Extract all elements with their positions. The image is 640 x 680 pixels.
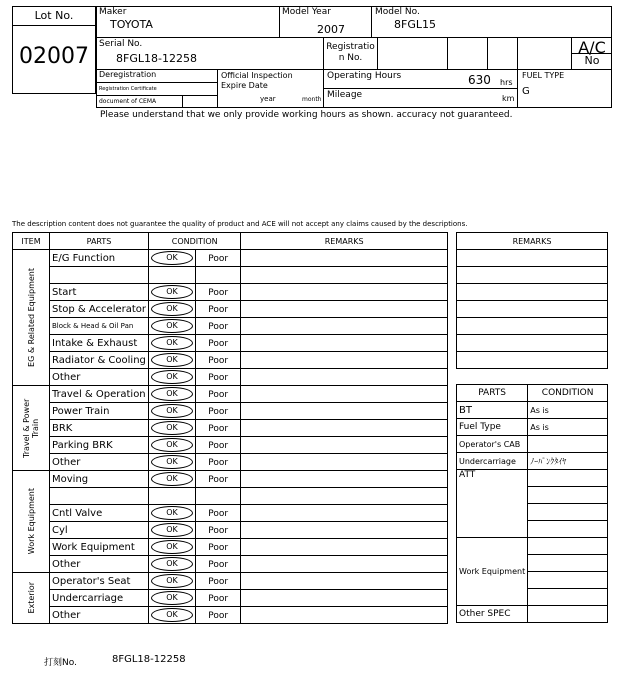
part-name: Work Equipment bbox=[50, 539, 149, 556]
right-remarks-row[interactable] bbox=[457, 318, 608, 335]
poor-option[interactable]: Poor bbox=[208, 372, 229, 383]
remarks-cell[interactable] bbox=[241, 539, 448, 556]
att-value[interactable] bbox=[528, 470, 608, 487]
cab-value[interactable] bbox=[528, 436, 608, 453]
condition-ok-cell bbox=[149, 522, 196, 539]
model-year-cell bbox=[280, 6, 372, 38]
right-remarks-row[interactable] bbox=[457, 301, 608, 318]
part-name: Moving bbox=[50, 471, 149, 488]
part-name: Other bbox=[50, 556, 149, 573]
condition-poor-cell bbox=[196, 403, 241, 420]
remarks-cell[interactable] bbox=[241, 403, 448, 420]
lot-box bbox=[12, 6, 96, 94]
work-equipment-value[interactable] bbox=[528, 589, 608, 606]
condition-ok-cell bbox=[149, 590, 196, 607]
condition-poor-cell bbox=[196, 522, 241, 539]
table-row bbox=[13, 607, 448, 624]
inspection-label: Official Inspection Expire Date bbox=[221, 71, 293, 90]
ok-circle[interactable]: OK bbox=[151, 438, 193, 452]
operating-hours-label: Operating Hours bbox=[327, 71, 402, 81]
right-remarks-row[interactable] bbox=[457, 267, 608, 284]
remarks-cell[interactable] bbox=[241, 471, 448, 488]
condition-poor-cell bbox=[196, 369, 241, 386]
table-row bbox=[13, 488, 448, 505]
ok-circle[interactable]: OK bbox=[151, 574, 193, 588]
poor-option[interactable]: Poor bbox=[208, 457, 229, 468]
registration-box-3 bbox=[488, 38, 518, 70]
part-name bbox=[50, 488, 149, 505]
inspection-cell bbox=[218, 70, 324, 108]
remarks-cell[interactable] bbox=[241, 369, 448, 386]
registration-certificate-label: Registration Certificate bbox=[96, 83, 217, 96]
poor-option[interactable]: Poor bbox=[208, 355, 229, 366]
ok-circle[interactable]: OK bbox=[151, 404, 193, 418]
table-row bbox=[13, 471, 448, 488]
undercarriage-value: ﾉｰﾊﾟﾝｸﾀｲﾔ bbox=[528, 453, 608, 470]
table-row bbox=[13, 573, 448, 590]
part-name: Intake & Exhaust bbox=[50, 335, 149, 352]
condition-ok-cell bbox=[149, 607, 196, 624]
condition-ok-cell bbox=[149, 403, 196, 420]
fuel-label: Fuel Type bbox=[457, 419, 528, 436]
group-label-text: Work Equipment bbox=[26, 488, 36, 555]
ok-circle[interactable]: OK bbox=[151, 353, 193, 367]
remarks-cell[interactable] bbox=[241, 590, 448, 607]
table-row bbox=[13, 454, 448, 471]
table-row bbox=[13, 250, 448, 267]
condition-poor-cell bbox=[196, 420, 241, 437]
condition-poor-cell bbox=[196, 284, 241, 301]
condition-poor-cell bbox=[196, 607, 241, 624]
ok-circle[interactable]: OK bbox=[151, 251, 193, 265]
remarks-cell[interactable] bbox=[241, 488, 448, 505]
poor-option[interactable]: Poor bbox=[208, 423, 229, 434]
condition-poor-cell bbox=[196, 352, 241, 369]
col-item: ITEM bbox=[13, 233, 50, 250]
condition-ok-cell bbox=[149, 573, 196, 590]
poor-option[interactable]: Poor bbox=[208, 287, 229, 298]
ok-circle[interactable]: OK bbox=[151, 591, 193, 605]
group-label bbox=[13, 471, 50, 573]
right-remarks-header: REMARKS bbox=[457, 233, 608, 250]
col-condition: CONDITION bbox=[149, 233, 241, 250]
part-name: Other bbox=[50, 369, 149, 386]
att-value[interactable] bbox=[528, 487, 608, 504]
part-name: Undercarriage bbox=[50, 590, 149, 607]
condition-poor-cell bbox=[196, 573, 241, 590]
part-name: Parking BRK bbox=[50, 437, 149, 454]
ac-value: No bbox=[572, 54, 612, 70]
condition-ok-cell bbox=[149, 284, 196, 301]
km-label: km bbox=[502, 94, 515, 103]
table-row bbox=[13, 284, 448, 301]
remarks-cell[interactable] bbox=[241, 556, 448, 573]
month-label: month bbox=[302, 96, 322, 103]
group-label bbox=[13, 573, 50, 624]
condition-ok-cell bbox=[149, 335, 196, 352]
poor-option[interactable]: Poor bbox=[208, 321, 229, 332]
table-row bbox=[13, 437, 448, 454]
group-label bbox=[13, 250, 50, 386]
right-remarks-row[interactable] bbox=[457, 284, 608, 301]
part-name: Block & Head & Oil Pan bbox=[50, 318, 149, 335]
condition-poor-cell bbox=[196, 437, 241, 454]
remarks-cell[interactable] bbox=[241, 318, 448, 335]
table-row bbox=[13, 318, 448, 335]
fuel-type-label: FUEL TYPE bbox=[522, 71, 565, 80]
condition-poor-cell bbox=[196, 386, 241, 403]
part-name: Cntl Valve bbox=[50, 505, 149, 522]
registration-box-2 bbox=[448, 38, 488, 70]
registration-label: Registration No. bbox=[324, 38, 378, 70]
poor-option[interactable]: Poor bbox=[208, 253, 229, 264]
poor-option[interactable]: Poor bbox=[208, 474, 229, 485]
ok-circle[interactable]: OK bbox=[151, 302, 193, 316]
maker-cell bbox=[96, 6, 280, 38]
table-row bbox=[13, 539, 448, 556]
registration-box-1 bbox=[378, 38, 448, 70]
ac-label: A/C bbox=[572, 38, 612, 54]
remarks-cell[interactable] bbox=[241, 505, 448, 522]
remarks-cell[interactable] bbox=[241, 437, 448, 454]
ok-circle[interactable]: OK bbox=[151, 608, 193, 622]
condition-ok-cell bbox=[149, 301, 196, 318]
mileage-label: Mileage bbox=[327, 90, 363, 100]
poor-option[interactable]: Poor bbox=[208, 610, 229, 621]
hrs-label: hrs bbox=[500, 78, 513, 87]
condition-ok-cell bbox=[149, 352, 196, 369]
condition-ok-cell bbox=[149, 488, 196, 505]
col-remarks: REMARKS bbox=[241, 233, 448, 250]
ok-circle[interactable]: OK bbox=[151, 319, 193, 333]
table-row bbox=[13, 335, 448, 352]
poor-option[interactable]: Poor bbox=[208, 508, 229, 519]
remarks-cell[interactable] bbox=[241, 386, 448, 403]
condition-poor-cell bbox=[196, 318, 241, 335]
deregistration-label: Deregistration bbox=[96, 70, 217, 83]
registration-box-4 bbox=[518, 38, 572, 70]
condition-poor-cell bbox=[196, 250, 241, 267]
condition-ok-cell bbox=[149, 539, 196, 556]
mileage-cell bbox=[324, 89, 518, 108]
model-year-value: 2007 bbox=[317, 23, 345, 36]
notice-hours: Please understand that we only provide working hours as shown. accuracy not guaranteed. bbox=[100, 110, 513, 120]
work-equipment-value[interactable] bbox=[528, 555, 608, 572]
part-name: Operator's Seat bbox=[50, 573, 149, 590]
condition-ok-cell bbox=[149, 471, 196, 488]
condition-poor-cell bbox=[196, 488, 241, 505]
model-no-value: 8FGL15 bbox=[394, 18, 436, 31]
remarks-cell[interactable] bbox=[241, 284, 448, 301]
remarks-cell[interactable] bbox=[241, 420, 448, 437]
parts-header: PARTS bbox=[457, 385, 528, 402]
ok-circle[interactable]: OK bbox=[151, 540, 193, 554]
undercarriage-label: Undercarriage bbox=[457, 453, 528, 470]
table-row bbox=[13, 403, 448, 420]
part-name bbox=[50, 267, 149, 284]
group-label-text: Exterior bbox=[26, 582, 36, 614]
lot-label: Lot No. bbox=[13, 7, 95, 26]
col-parts: PARTS bbox=[50, 233, 149, 250]
att-value[interactable] bbox=[528, 504, 608, 521]
remarks-cell[interactable] bbox=[241, 301, 448, 318]
poor-option[interactable]: Poor bbox=[208, 304, 229, 315]
stamp-value: 8FGL18-12258 bbox=[112, 654, 186, 665]
model-year-label: Model Year bbox=[282, 7, 331, 17]
part-name: Radiator & Cooling bbox=[50, 352, 149, 369]
maker-label: Maker bbox=[99, 7, 127, 17]
ok-circle[interactable]: OK bbox=[151, 557, 193, 571]
notice-description: The description content does not guarantee the quality of product and ACE will not accept any claims caused by the descriptions. bbox=[12, 220, 468, 228]
poor-option[interactable]: Poor bbox=[208, 389, 229, 400]
ok-circle[interactable]: OK bbox=[151, 285, 193, 299]
poor-option[interactable]: Poor bbox=[208, 542, 229, 553]
part-name: Other bbox=[50, 454, 149, 471]
maker-value: TOYOTA bbox=[110, 18, 153, 31]
cema-box bbox=[182, 95, 218, 108]
condition-header: CONDITION bbox=[528, 385, 608, 402]
table-row bbox=[13, 556, 448, 573]
condition-ok-cell bbox=[149, 420, 196, 437]
ok-circle[interactable]: OK bbox=[151, 455, 193, 469]
att-value[interactable] bbox=[528, 521, 608, 538]
fuel-type-cell bbox=[518, 70, 612, 108]
work-equipment-value[interactable] bbox=[528, 572, 608, 589]
poor-option[interactable]: Poor bbox=[208, 525, 229, 536]
poor-option[interactable]: Poor bbox=[208, 406, 229, 417]
ok-circle[interactable]: OK bbox=[151, 387, 193, 401]
right-remarks-row[interactable] bbox=[457, 335, 608, 352]
right-remarks-row[interactable] bbox=[457, 250, 608, 267]
condition-poor-cell bbox=[196, 267, 241, 284]
remarks-cell[interactable] bbox=[241, 607, 448, 624]
part-name: BRK bbox=[50, 420, 149, 437]
condition-poor-cell bbox=[196, 471, 241, 488]
cab-label: Operator's CAB bbox=[457, 436, 528, 453]
group-label bbox=[13, 386, 50, 471]
condition-poor-cell bbox=[196, 301, 241, 318]
part-name: Stop & Accelerator bbox=[50, 301, 149, 318]
document-cema-label: document of CEMA bbox=[99, 98, 157, 105]
condition-ok-cell bbox=[149, 318, 196, 335]
part-name: Power Train bbox=[50, 403, 149, 420]
group-label-text: EG & Related Equipment bbox=[26, 268, 36, 367]
ok-circle[interactable]: OK bbox=[151, 370, 193, 384]
right-remarks-row[interactable] bbox=[457, 352, 608, 369]
table-row bbox=[13, 505, 448, 522]
poor-option[interactable]: Poor bbox=[208, 338, 229, 349]
condition-ok-cell bbox=[149, 369, 196, 386]
table-row bbox=[13, 369, 448, 386]
condition-ok-cell bbox=[149, 505, 196, 522]
remarks-cell[interactable] bbox=[241, 335, 448, 352]
lot-value: 02007 bbox=[19, 44, 89, 69]
condition-poor-cell bbox=[196, 505, 241, 522]
parts-condition-table bbox=[456, 384, 608, 623]
model-no-label: Model No. bbox=[375, 7, 420, 17]
operating-hours-value: 630 bbox=[468, 73, 491, 87]
remarks-cell[interactable] bbox=[241, 267, 448, 284]
poor-option[interactable]: Poor bbox=[208, 593, 229, 604]
work-equipment-value[interactable] bbox=[528, 538, 608, 555]
condition-table bbox=[12, 232, 448, 624]
serial-value: 8FGL18-12258 bbox=[116, 52, 197, 65]
att-label: ATT bbox=[457, 470, 528, 538]
table-row bbox=[13, 420, 448, 437]
table-row bbox=[13, 352, 448, 369]
work-equipment-label: Work Equipment bbox=[457, 538, 528, 606]
condition-poor-cell bbox=[196, 556, 241, 573]
condition-poor-cell bbox=[196, 539, 241, 556]
part-name: E/G Function bbox=[50, 250, 149, 267]
stamp-label: 打刻No. bbox=[44, 658, 77, 668]
remarks-cell[interactable] bbox=[241, 454, 448, 471]
table-row bbox=[13, 267, 448, 284]
condition-ok-cell bbox=[149, 267, 196, 284]
table-row bbox=[13, 301, 448, 318]
remarks-cell[interactable] bbox=[241, 573, 448, 590]
condition-ok-cell bbox=[149, 386, 196, 403]
part-name: Cyl bbox=[50, 522, 149, 539]
part-name: Start bbox=[50, 284, 149, 301]
fuel-value: As is bbox=[528, 419, 608, 436]
table-row bbox=[13, 590, 448, 607]
bt-label: BT bbox=[457, 402, 528, 419]
condition-poor-cell bbox=[196, 590, 241, 607]
table-row bbox=[13, 386, 448, 403]
ok-circle[interactable]: OK bbox=[151, 421, 193, 435]
ok-circle[interactable]: OK bbox=[151, 336, 193, 350]
other-spec-value[interactable] bbox=[528, 606, 608, 623]
table-row bbox=[13, 522, 448, 539]
condition-ok-cell bbox=[149, 437, 196, 454]
remarks-cell[interactable] bbox=[241, 522, 448, 539]
fuel-type-value: G bbox=[522, 86, 530, 97]
remarks-cell[interactable] bbox=[241, 352, 448, 369]
part-name: Other bbox=[50, 607, 149, 624]
condition-ok-cell bbox=[149, 250, 196, 267]
poor-option[interactable]: Poor bbox=[208, 559, 229, 570]
ok-circle[interactable]: OK bbox=[151, 472, 193, 486]
remarks-cell[interactable] bbox=[241, 250, 448, 267]
bt-value: As is bbox=[528, 402, 608, 419]
condition-ok-cell bbox=[149, 556, 196, 573]
ok-circle[interactable]: OK bbox=[151, 506, 193, 520]
serial-label: Serial No. bbox=[99, 39, 143, 49]
ok-circle[interactable]: OK bbox=[151, 523, 193, 537]
other-spec-label: Other SPEC bbox=[457, 606, 528, 623]
year-label: year bbox=[260, 95, 276, 103]
operating-hours-cell bbox=[324, 70, 518, 89]
condition-poor-cell bbox=[196, 335, 241, 352]
right-remarks-table bbox=[456, 232, 608, 369]
condition-poor-cell bbox=[196, 454, 241, 471]
condition-ok-cell bbox=[149, 454, 196, 471]
part-name: Travel & Operation bbox=[50, 386, 149, 403]
serial-cell bbox=[96, 38, 324, 70]
poor-option[interactable]: Poor bbox=[208, 440, 229, 451]
model-no-cell bbox=[372, 6, 612, 38]
poor-option[interactable]: Poor bbox=[208, 576, 229, 587]
group-label-text: Travel & Power Train bbox=[22, 398, 40, 458]
